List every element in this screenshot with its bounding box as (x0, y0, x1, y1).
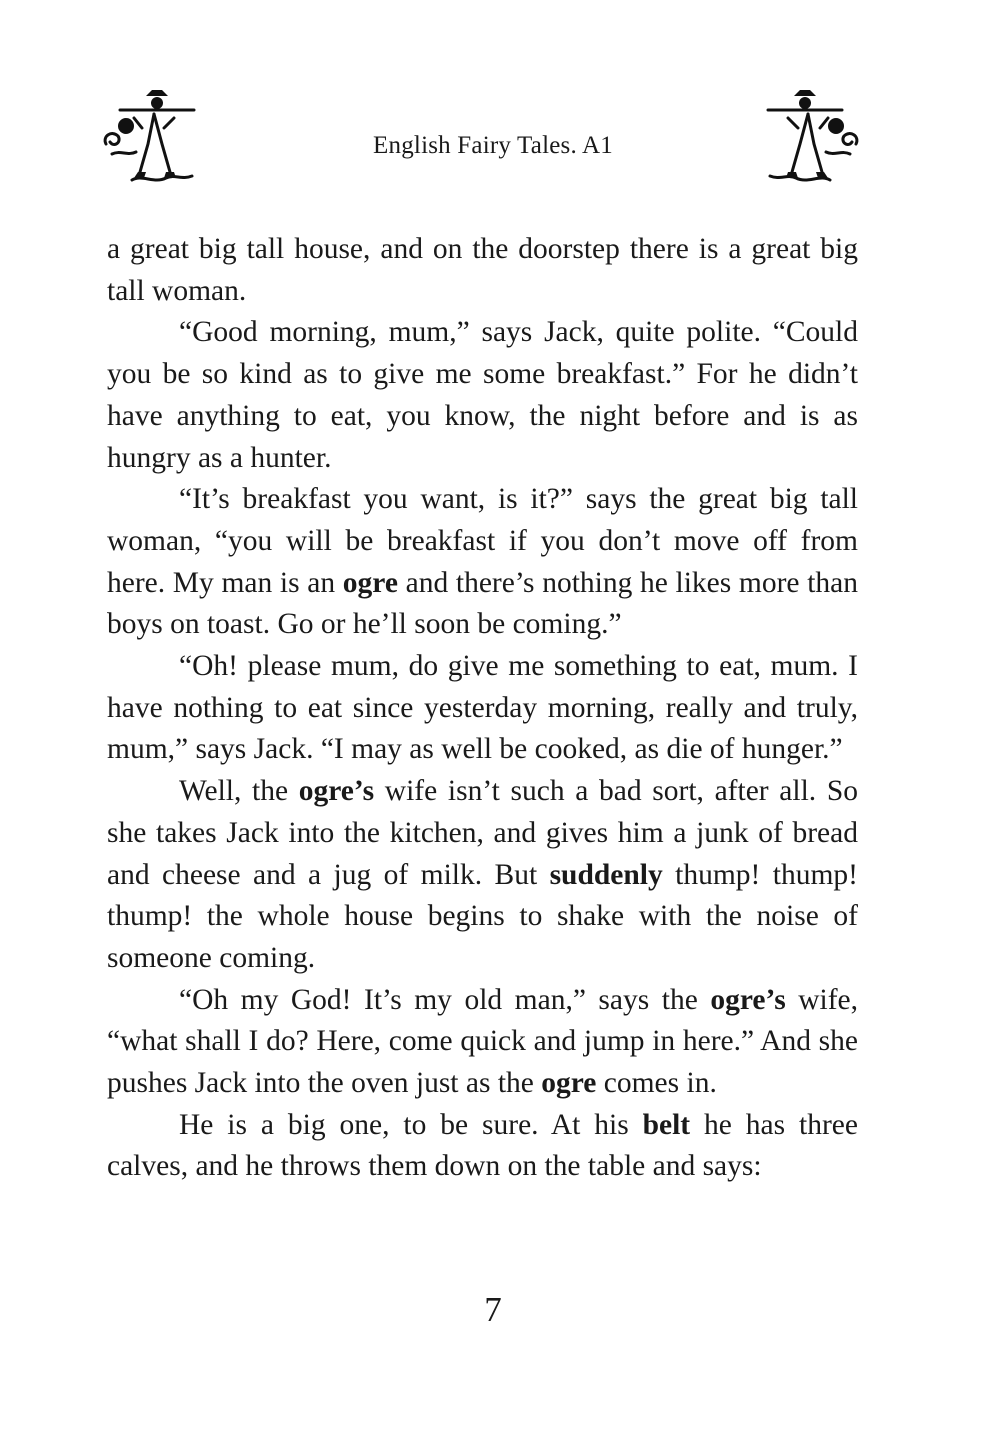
story-text (107, 229, 858, 1188)
paragraph (107, 479, 858, 646)
paragraph (107, 771, 858, 980)
text-run: Well, the (179, 775, 299, 808)
running-header (0, 88, 986, 198)
vocabulary-word: ogre’s (298, 775, 375, 808)
text-run: and there’s nothing he likes more than boys on toast. Go or he’ll soon be coming.” (107, 566, 858, 641)
text-run: a great big tall house, and on the doorstep there is a great big tall woman. (107, 233, 858, 307)
text-run: “It’s breakfast you want, is it?” says the great big tall woman, “you will be breakfast if you don’t move off from here. My man is an (107, 483, 858, 599)
text-run: He is a big one, to be sure. At his (179, 1108, 643, 1141)
vocabulary-word: ogre (342, 566, 398, 599)
book-title: English Fairy Tales. A1 (373, 132, 613, 159)
paragraph (107, 229, 858, 312)
paragraph (107, 980, 858, 1105)
text-run: “Good morning, mum,” says Jack, quite polite. “Could you be so kind as to give me some breakfast.” For he didn’t have anything to eat, you know, the night before and is as hungry as a hunter. (107, 316, 858, 474)
man-carrying-pole-icon (764, 88, 860, 186)
page-number: 7 (484, 1290, 502, 1329)
text-run: thump! thump! thump! the whole house begins to shake with the noise of someone coming. (107, 858, 858, 974)
paragraph (107, 646, 858, 771)
text-run: comes in. (596, 1067, 717, 1100)
vocabulary-word: belt (642, 1108, 691, 1141)
paragraph (107, 1105, 858, 1188)
text-run: “Oh! please mum, do give me something to eat, mum. I have nothing to eat since yesterday morning, really and truly, mum,” says Jack. “I may as well be cooked, as die of hunger.” (107, 650, 858, 766)
text-run: wife isn’t such a bad sort, after all. So she takes Jack into the kitchen, and gives him a junk of bread and cheese and a jug of milk. But (107, 775, 858, 891)
paragraph (107, 312, 858, 479)
text-run: he has three calves, and he throws them down on the table and says: (107, 1108, 858, 1183)
text-run: “Oh my God! It’s my old man,” says the (179, 983, 711, 1016)
vocabulary-word: ogre’s (710, 983, 786, 1016)
vocabulary-word: suddenly (549, 858, 663, 891)
text-run: wife, “what shall I do? Here, come quick and jump in here.” And she pushes Jack into the oven just as the (107, 983, 858, 1100)
vocabulary-word: ogre (541, 1067, 597, 1100)
